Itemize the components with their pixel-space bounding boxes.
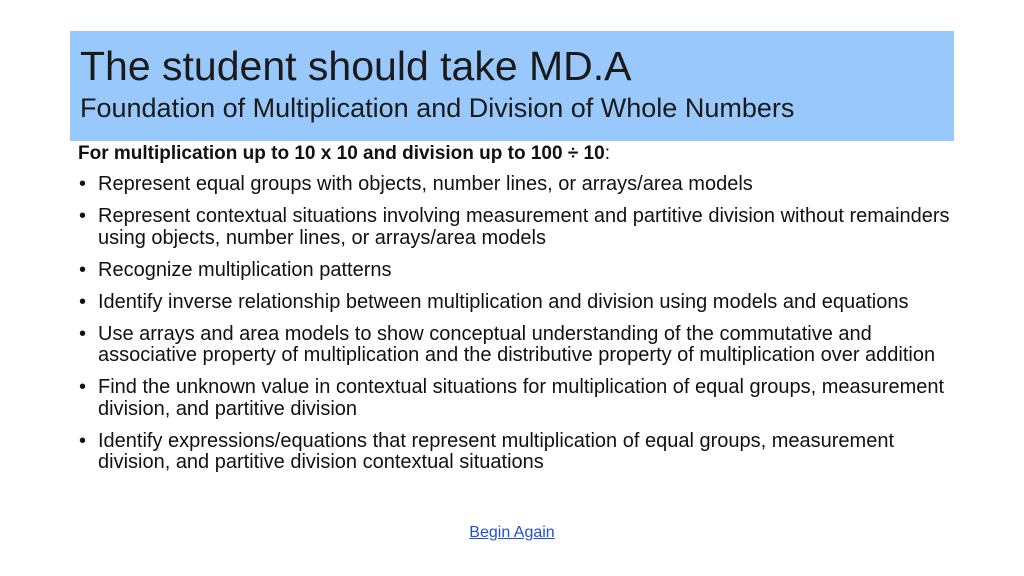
bullet-icon: • (79, 290, 87, 313)
bullet-icon: • (79, 429, 87, 452)
bullet-icon: • (79, 376, 87, 398)
list-item (78, 260, 958, 282)
list-item (78, 431, 958, 474)
list-item-text: Identify inverse relationship between multiplication and division using models and equations (98, 290, 909, 313)
list-item-text: Recognize multiplication patterns (98, 258, 392, 281)
intro-bold: For multiplication up to 10 x 10 and division up to 100 ÷ 10 (78, 143, 605, 164)
begin-again-link[interactable]: Begin Again (469, 524, 555, 541)
list-item (78, 206, 958, 249)
list-item-text: Represent contextual situations involving measurement and partitive division without remainders using objects, number lines, or arrays/area models (98, 205, 950, 249)
bullet-icon: • (79, 205, 87, 227)
slide-subtitle: Foundation of Multiplication and Division of Whole Numbers (80, 93, 795, 123)
bullet-icon: • (79, 322, 87, 345)
objectives-list (78, 174, 958, 474)
intro-text (78, 142, 958, 165)
list-item-text: Represent equal groups with objects, number lines, or arrays/area models (98, 173, 753, 195)
intro-suffix: : (604, 143, 610, 164)
slide-title: The student should take MD.A (80, 43, 632, 89)
bullet-icon: • (79, 173, 87, 195)
list-item (78, 324, 958, 367)
list-item-text: Find the unknown value in contextual situations for multiplication of equal groups, measurement division, and partitive division (98, 376, 945, 420)
list-item-text: Identify expressions/equations that represent multiplication of equal groups, measurement division, and partitive division contextual situations (98, 429, 895, 473)
list-item (78, 174, 958, 196)
list-item (78, 292, 958, 314)
list-item-text: Use arrays and area models to show conceptual understanding of the commutative and associative property of multiplication and the distributive property of multiplication over addition (98, 322, 936, 366)
slide-content (78, 142, 958, 484)
title-banner (70, 31, 954, 141)
list-item (78, 377, 958, 420)
bullet-icon: • (79, 258, 87, 281)
